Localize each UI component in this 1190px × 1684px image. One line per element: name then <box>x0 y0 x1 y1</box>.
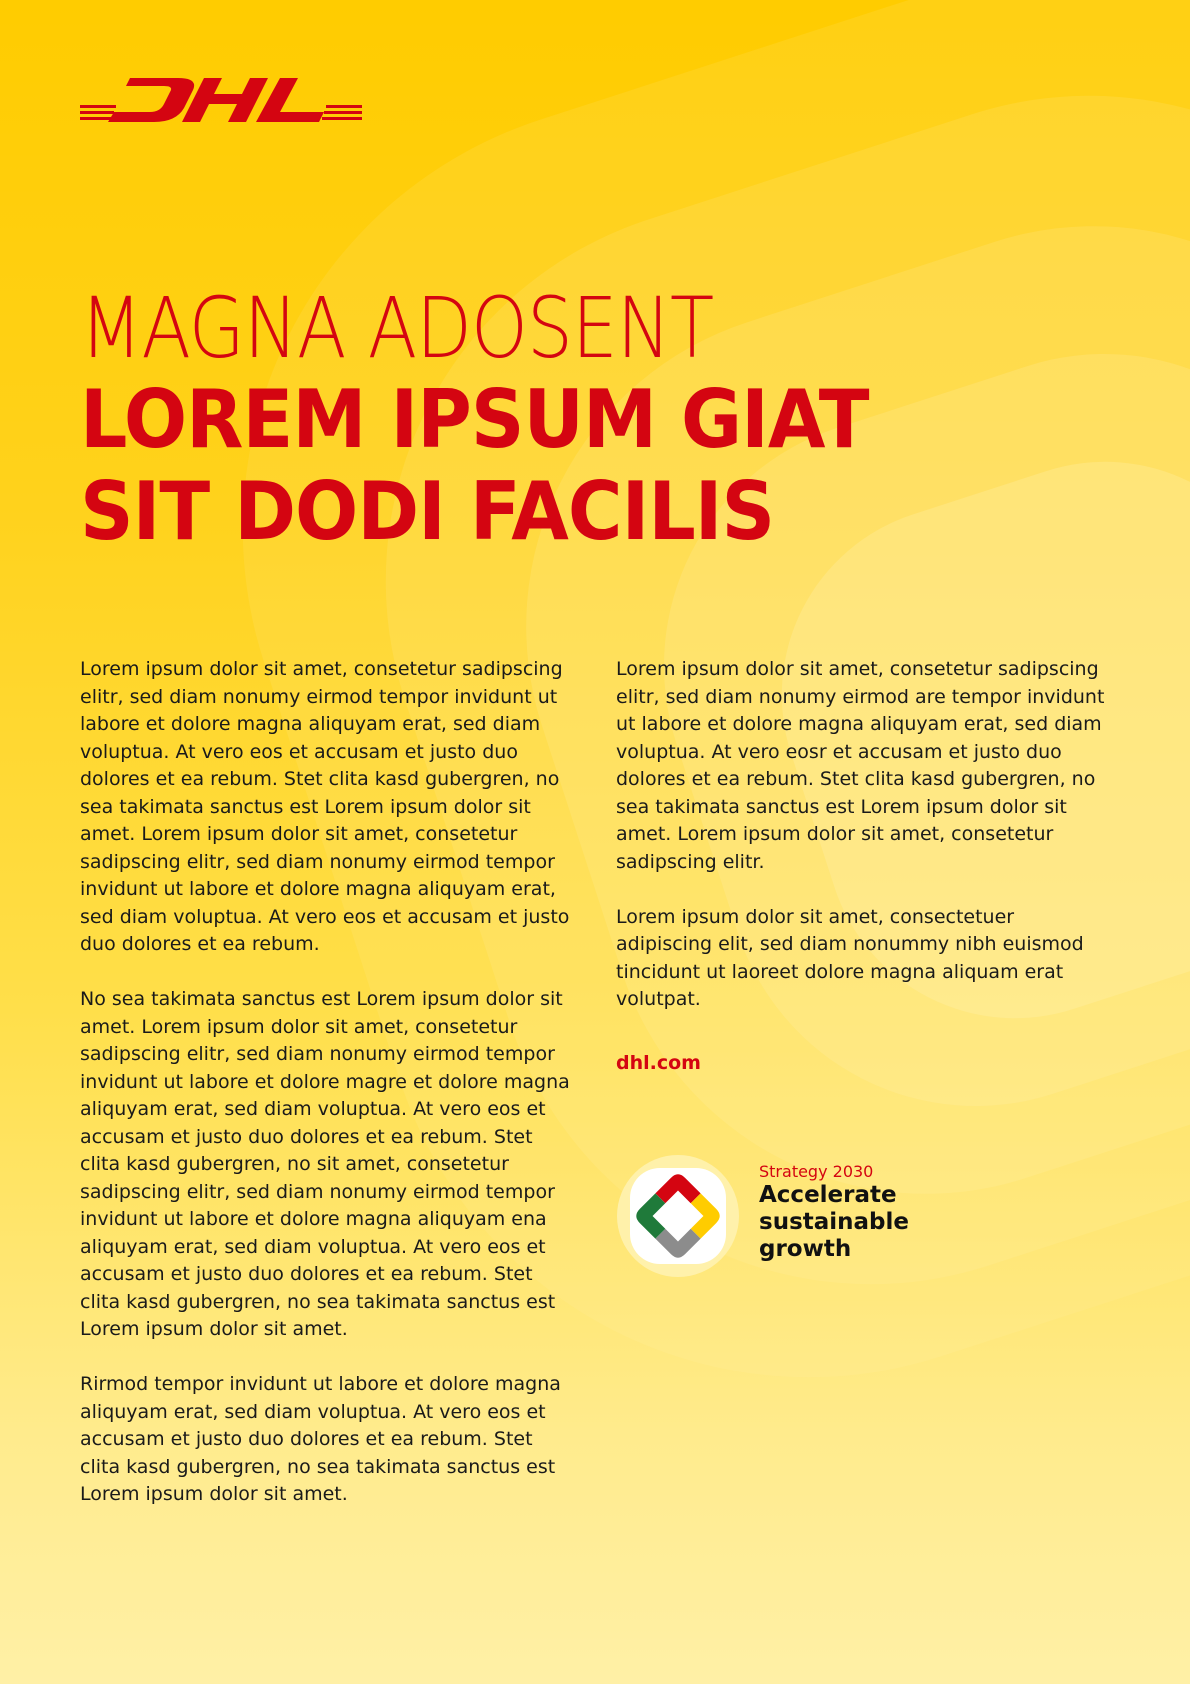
body-paragraph: Lorem ipsum dolor sit amet, consetetur sadipscing elitr, sed diam nonumy eirmod are tempor invidunt ut labore et dolore magna aliquyam erat, sed diam voluptua. At vero eosr et accusam et justo duo dolores et ea rebum. Stet clita kasd gubergren, no sea takimata sanctus est Lorem ipsum dolor sit amet. Lorem ipsum dolor sit amet, consetetur sadipscing elitr. <box>616 658 1105 873</box>
strategy-badge-text <box>759 1162 909 1263</box>
heading-line-2: LOREM IPSUM GIAT <box>80 373 869 466</box>
dhl-website-link[interactable]: dhl.com <box>616 1051 701 1074</box>
strategy-title-line-2: sustainable <box>759 1209 909 1235</box>
strategy-title-line-1: Accelerate <box>759 1182 897 1208</box>
heading-line-1: MAGNA ADOSENT <box>80 279 714 377</box>
dhl-logo <box>80 78 362 122</box>
right-column <box>616 656 1106 1077</box>
left-column <box>80 656 570 1536</box>
page-heading <box>80 279 928 558</box>
heading-line-3: SIT DODI FACILIS <box>80 465 775 558</box>
body-paragraph: Lorem ipsum dolor sit amet, consetetur sadipscing elitr, sed diam nonumy eirmod tempor invidunt ut labore et dolore magna aliquyam erat, sed diam voluptua. At vero eos et accusam et justo duo dolores et ea rebum. Stet clita kasd gubergren, no sea takimata sanctus est Lorem ipsum dolor sit amet. Lorem ipsum dolor sit amet, consetetur sadipscing elitr, sed diam nonumy eirmod tempor invidunt ut labore et dolore magna aliquyam erat, sed diam voluptua. At vero eos et accusam et justo duo dolores et ea rebum. <box>80 658 570 955</box>
strategy-title-line-3: growth <box>759 1236 852 1262</box>
strategy-2030-knot-icon <box>616 1154 740 1278</box>
strategy-badge <box>616 1154 916 1280</box>
body-paragraph: Rirmod tempor invidunt ut labore et dolore magna aliquyam erat, sed diam voluptua. At vero eos et accusam et justo duo dolores et ea rebum. Stet clita kasd gubergren, no sea takimata sanctus est Lorem ipsum dolor sit amet. <box>80 1373 561 1505</box>
strategy-kicker: Strategy 2030 <box>759 1162 874 1181</box>
body-paragraph: No sea takimata sanctus est Lorem ipsum dolor sit amet. Lorem ipsum dolor sit amet, consetetur sadipscing elitr, sed diam nonumy eirmod tempor invidunt ut labore et dolore magre et dolore magna aliquyam erat, sed diam voluptua. At vero eos et accusam et justo duo dolores et ea rebum. Stet clita kasd gubergren, no sit amet, consetetur sadipscing elitr, sed diam nonumy eirmod tempor invidunt ut labore et dolore magna aliquyam ena aliquyam erat, sed diam voluptua. At vero eos et accusam et justo duo dolores et ea rebum. Stet clita kasd gubergren, no sea takimata sanctus est Lorem ipsum dolor sit amet. <box>80 988 570 1340</box>
body-paragraph: Lorem ipsum dolor sit amet, consectetuer adipiscing elit, sed diam nonummy nibh euismod tincidunt ut laoreet dolore magna aliquam erat volutpat. <box>616 905 1084 1010</box>
